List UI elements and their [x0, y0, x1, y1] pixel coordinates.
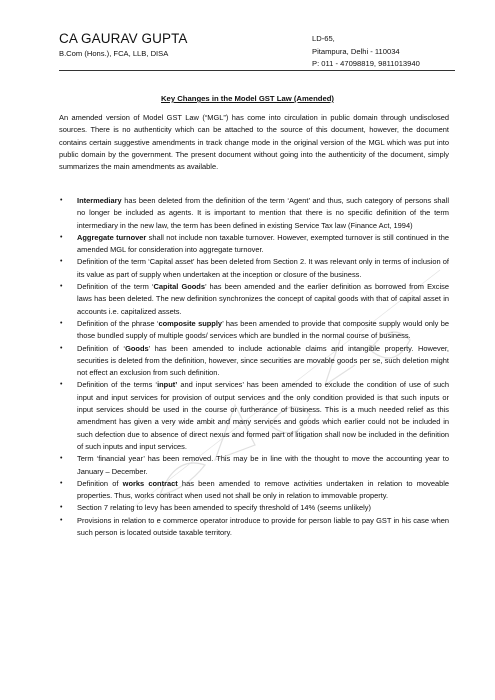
- item-text: has been amended to remove activities undertaken in relation to moveable properties. Thus, works contract when used not shall be only in relation to immovable property.: [77, 478, 450, 501]
- item-text: ’ has been amended and the earlier definition as borrowed from Excise laws has been deleted. The new definition synchronizes the concept of capital goods with that of capital asset in accounts i.e. capitalized assets.: [77, 282, 449, 316]
- item-text: Definition of the term ‘: [77, 282, 154, 292]
- address-line: LD-65,: [312, 34, 335, 43]
- list-item: [59, 281, 449, 318]
- list-item: [59, 318, 449, 343]
- item-text: Provisions in relation to e commerce operator introduce to provide for person liable to pay GST in his case when such person is located outside taxable territory.: [77, 515, 449, 538]
- list-item: [59, 379, 449, 453]
- item-text: Definition of ‘: [77, 343, 126, 353]
- document-title: Key Changes in the Model GST Law (Amended): [161, 94, 334, 103]
- bullet-icon: •: [60, 258, 63, 266]
- item-term: composite supply: [158, 318, 223, 328]
- item-term: works contract: [122, 478, 178, 488]
- bullet-icon: •: [60, 516, 63, 524]
- intro-paragraph: An amended version of Model GST Law (“MGL”) has come into circulation in public domain through undisclosed sources. There is no authenticity which can be attached to the source of this document, however, the document contains certain suggestive amendments in track change mode in the original version of the MGL which was put into public domain by the government. The present document without going into the authenticity of the document, simply summarizes the main amendments as available.: [59, 113, 449, 172]
- key-changes-list: [59, 195, 449, 539]
- item-text: Term ‘financial year’ has been removed. This may be in line with the thought to move the accounting year to January – December.: [77, 454, 449, 476]
- list-item: [59, 256, 449, 281]
- item-text: Definition of the term ‘Capital asset’ has been deleted from Section 2. It was relevant only in terms of inclusion of its value as part of supply when undertaken at the inception or closure of the business.: [77, 257, 449, 279]
- bullet-icon: •: [60, 319, 63, 327]
- list-item: [59, 478, 449, 503]
- item-text: Section 7 relating to levy has been amended to specify threshold of 14% (seems unlikely): [77, 503, 371, 513]
- item-text: Definition of: [77, 478, 123, 488]
- address-line: Pitampura, Delhi - 110034: [312, 46, 400, 56]
- item-term: Aggregate turnover: [77, 232, 147, 242]
- bullet-icon: •: [60, 233, 63, 241]
- bullet-icon: •: [60, 479, 63, 487]
- header-divider: [59, 70, 455, 71]
- item-text: Definition of the phrase ‘: [77, 318, 159, 328]
- author-address: [312, 33, 420, 71]
- item-text: and input services’ has been amended to exclude the condition of use of such input and input services for provision of output services and the only condition provided is that such inputs or input services should be used in the course or furtherance of business. This is a much needed relief as this amendment has given a very wide ambit and many services and goods which earlier could not be included in such defection due to absence of direct nexus and formed part of litigation shall now be included in the definition of such inputs and input services.: [77, 380, 450, 451]
- author-qualifications: B.Com (Hons.), FCA, LLB, DISA: [59, 49, 169, 58]
- item-text: Definition of the terms ‘: [77, 380, 158, 390]
- list-item: [59, 453, 449, 478]
- list-item: [59, 343, 449, 380]
- bullet-icon: •: [60, 344, 63, 352]
- bullet-icon: •: [60, 504, 63, 512]
- bullet-icon: •: [60, 381, 63, 389]
- list-item: [59, 502, 449, 514]
- list-item: [59, 515, 449, 540]
- phone-line: P: 011 - 47098819, 9811013940: [312, 59, 420, 69]
- item-text: shall not include non taxable turnover. However, exempted turnover is still continued in the amended MGL for consideration into aggregate turnover.: [77, 232, 449, 255]
- item-term: Intermediary: [77, 196, 122, 205]
- bullet-icon: •: [60, 283, 63, 291]
- list-item: [59, 195, 449, 232]
- item-text: has been deleted from the definition of the term ‘Agent’ and thus, such category of persons shall no longer be included as agents. It is important to mention that there is no specific definition of the term intermediary in the new law, the term has been defined in existing Service Tax law (Finance Act, 1994): [77, 196, 449, 230]
- bullet-icon: •: [60, 197, 63, 204]
- bullet-icon: •: [60, 455, 63, 463]
- item-text: ’ has been amended to include actionable claims and intangible property. However, securities is deleted from the definition, however, since securities are movable goods per se, such deletion might not effect an exclusion from such definition.: [77, 343, 449, 378]
- item-text: ’ has been amended to provide that composite supply would only be those bundled supply of multiple goods/ services which are bundled in the normal course of business.: [77, 318, 450, 341]
- item-term: Capital Goods: [153, 282, 205, 292]
- item-term: input’: [157, 380, 178, 390]
- author-name: CA GAURAV GUPTA: [59, 31, 188, 46]
- list-item: [59, 232, 449, 257]
- item-term: Goods: [125, 343, 149, 353]
